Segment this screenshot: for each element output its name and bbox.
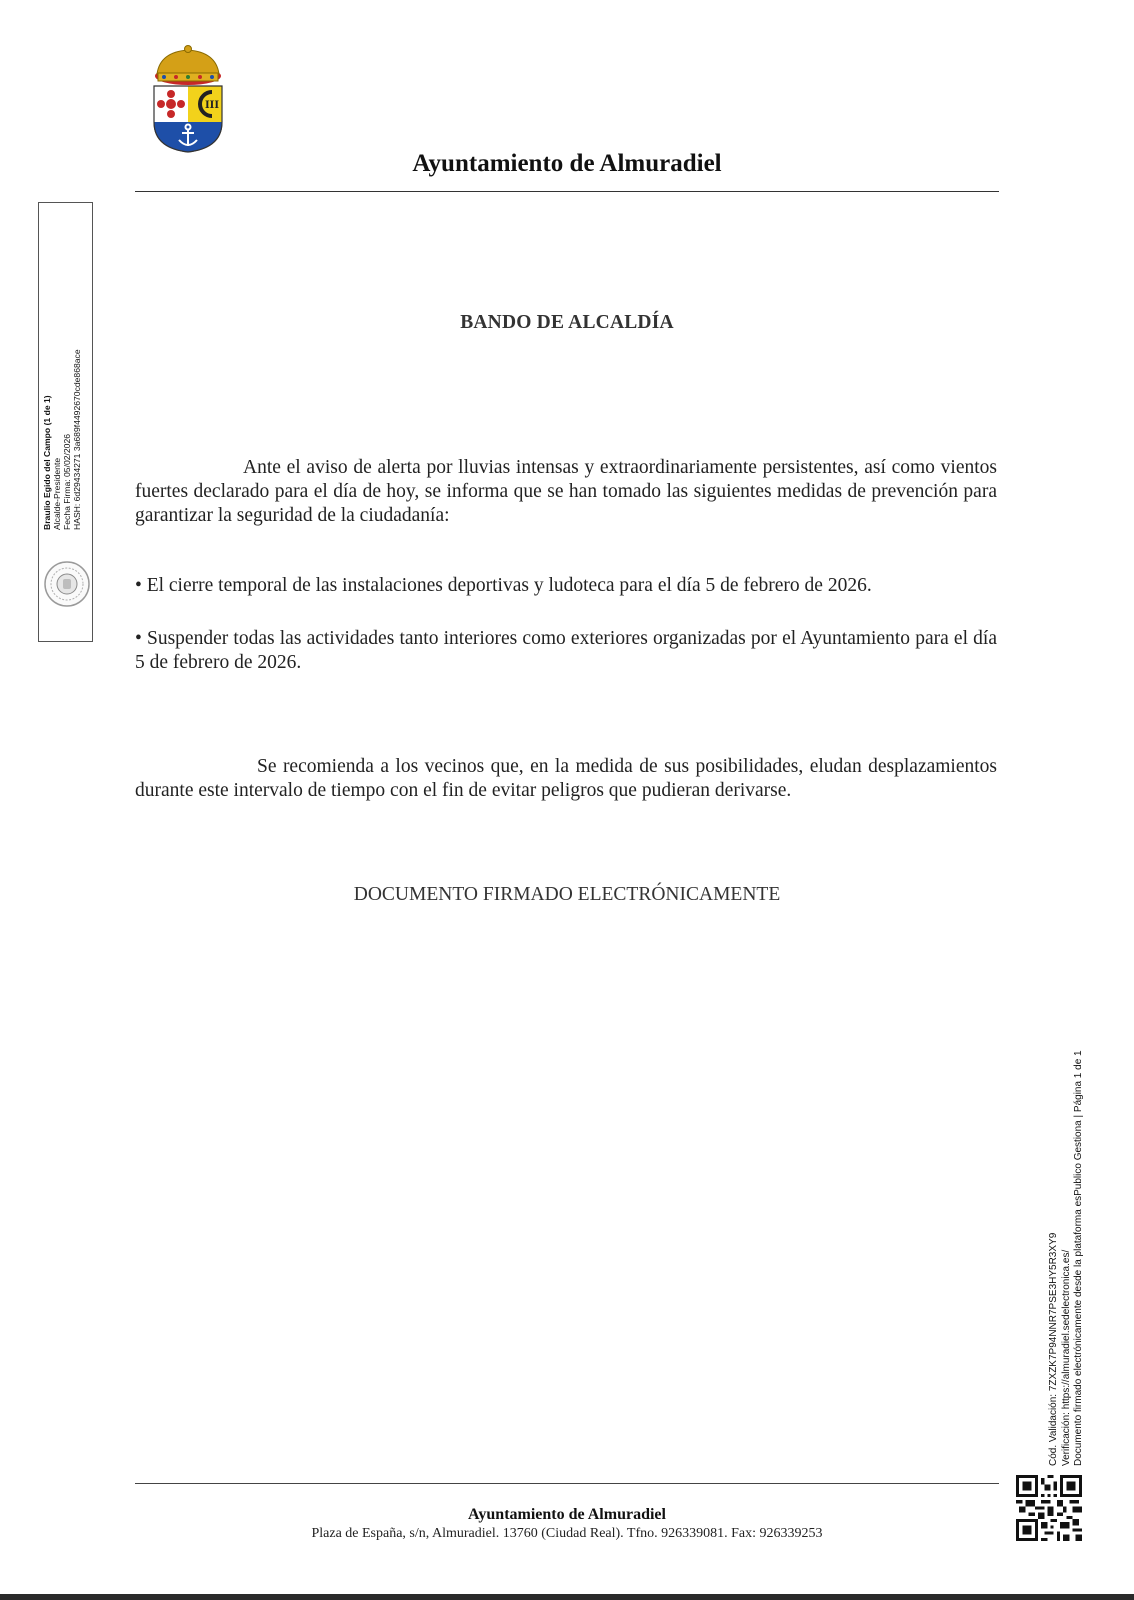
page-title: Ayuntamiento de Almuradiel — [412, 150, 722, 177]
signer-role: Alcalde-Presidente — [52, 457, 62, 530]
footer-divider — [135, 1483, 999, 1484]
header-divider — [135, 191, 999, 192]
verification-url: Verificación: https://almuradiel.sedelectronica.es/ — [1060, 1249, 1072, 1466]
validation-code: Cód. Validación: 7ZXZK7P94NNR7PSE3HY5R3XY9 — [1048, 1232, 1059, 1466]
qr-code-icon — [1016, 1475, 1082, 1541]
platform-note: Documento firmado electrónicamente desde la plataforma esPublico Gestiona | Página 1 de 1 — [1073, 1050, 1084, 1466]
signature-details — [42, 325, 82, 530]
signed-note: DOCUMENTO FIRMADO ELECTRÓNICAMENTE — [353, 884, 781, 905]
measure-item: • El cierre temporal de las instalaciones deportivas y ludoteca para el día 5 de febrero de 2026. — [135, 575, 872, 596]
svg-text:III: III — [205, 100, 220, 111]
coat-of-arms-icon — [152, 44, 224, 154]
footer-org-name: Ayuntamiento de Almuradiel — [468, 1506, 666, 1523]
footer-address: Plaza de España, s/n, Almuradiel. 13760 (Ciudad Real). Tfno. 926339081. Fax: 926339253 — [311, 1526, 823, 1541]
official-seal-icon — [43, 560, 91, 608]
signature-hash: HASH: 6d29434271 3a689f4492670cde868ace — [72, 349, 82, 530]
signer-name: Braulio Egido del Campo (1 de 1) — [42, 395, 52, 530]
verification-info — [1048, 986, 1086, 1466]
recommendation-paragraph: Se recomienda a los vecinos que, en la medida de sus posibilidades, eludan desplazamientos durante este intervalo de tiempo con el fin de evitar peligros que pudieran derivarse. — [135, 756, 997, 801]
document-heading: BANDO DE ALCALDÍA — [460, 312, 674, 333]
intro-paragraph: Ante el aviso de alerta por lluvias intensas y extraordinariamente persistentes, así como vientos fuertes declarado para el día de hoy, se informa que se han tomado las siguientes medidas de prevención para garantizar la seguridad de la ciudadanía: — [135, 457, 997, 526]
page-bottom-edge — [0, 1594, 1134, 1600]
measure-item: • Suspender todas las actividades tanto interiores como exteriores organizadas por el Ayuntamiento para el día 5 de febrero de 2026. — [135, 628, 997, 673]
signature-date: Fecha Firma: 05/02/2026 — [62, 433, 72, 530]
